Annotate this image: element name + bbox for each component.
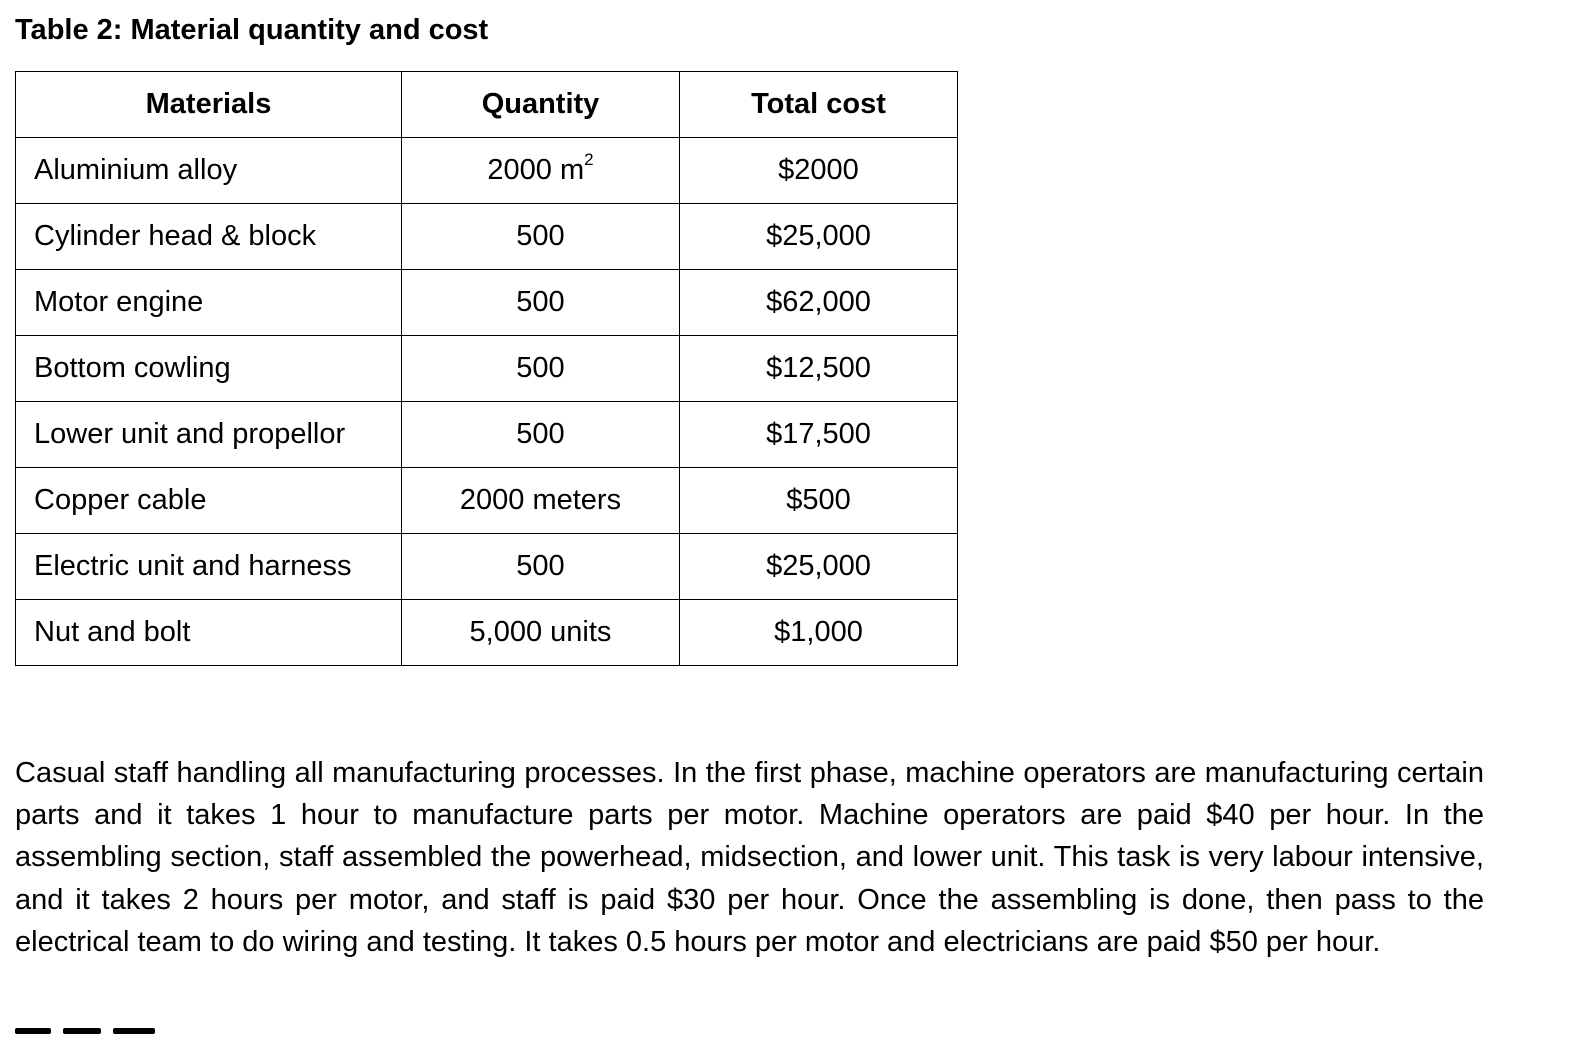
material-cell: Bottom cowling xyxy=(16,336,402,402)
column-header-total-cost: Total cost xyxy=(680,72,958,138)
table-row xyxy=(16,270,958,336)
quantity-cell xyxy=(402,138,680,204)
table-row xyxy=(16,402,958,468)
material-cell: Copper cable xyxy=(16,468,402,534)
table-row xyxy=(16,600,958,666)
quantity-cell: 2000 meters xyxy=(402,468,680,534)
column-header-materials: Materials xyxy=(16,72,402,138)
quantity-cell: 500 xyxy=(402,402,680,468)
total-cost-cell: $12,500 xyxy=(680,336,958,402)
body-paragraph: Casual staff handling all manufacturing processes. In the first phase, machine operators are manufacturing certain parts and it takes 1 hour to manufacture parts per motor. Machine operators are paid $40 per hour. In the assembling section, staff assembled the powerhead, midsection, and lower unit. This task is very labour intensive, and it takes 2 hours per motor, and staff is paid $30 per hour. Once the assembling is done, then pass to the electrical team to do wiring and testing. It takes 0.5 hours per motor and electricians are paid $50 per hour. xyxy=(15,757,1484,958)
quantity-cell: 500 xyxy=(402,204,680,270)
quantity-cell: 500 xyxy=(402,336,680,402)
total-cost-cell: $500 xyxy=(680,468,958,534)
material-cell: Motor engine xyxy=(16,270,402,336)
cut-off-heading-fragment xyxy=(15,1028,155,1048)
table-row xyxy=(16,534,958,600)
material-cost-table xyxy=(15,71,958,666)
material-cell: Cylinder head & block xyxy=(16,204,402,270)
material-cell: Electric unit and harness xyxy=(16,534,402,600)
table-row xyxy=(16,204,958,270)
total-cost-cell: $17,500 xyxy=(680,402,958,468)
total-cost-cell: $1,000 xyxy=(680,600,958,666)
column-header-quantity: Quantity xyxy=(402,72,680,138)
total-cost-cell: $25,000 xyxy=(680,204,958,270)
total-cost-cell: $62,000 xyxy=(680,270,958,336)
table-header-row xyxy=(16,72,958,138)
material-cell: Nut and bolt xyxy=(16,600,402,666)
total-cost-cell: $25,000 xyxy=(680,534,958,600)
table-row xyxy=(16,468,958,534)
quantity-cell: 500 xyxy=(402,270,680,336)
quantity-value: 2000 m xyxy=(487,154,585,186)
quantity-cell: 500 xyxy=(402,534,680,600)
quantity-cell: 5,000 units xyxy=(402,600,680,666)
total-cost-cell: $2000 xyxy=(680,138,958,204)
table-row xyxy=(16,336,958,402)
material-cell: Aluminium alloy xyxy=(16,138,402,204)
table-row xyxy=(16,138,958,204)
page-title: Table 2: Material quantity and cost xyxy=(15,14,489,46)
material-cell: Lower unit and propellor xyxy=(16,402,402,468)
quantity-superscript: 2 xyxy=(584,150,594,169)
